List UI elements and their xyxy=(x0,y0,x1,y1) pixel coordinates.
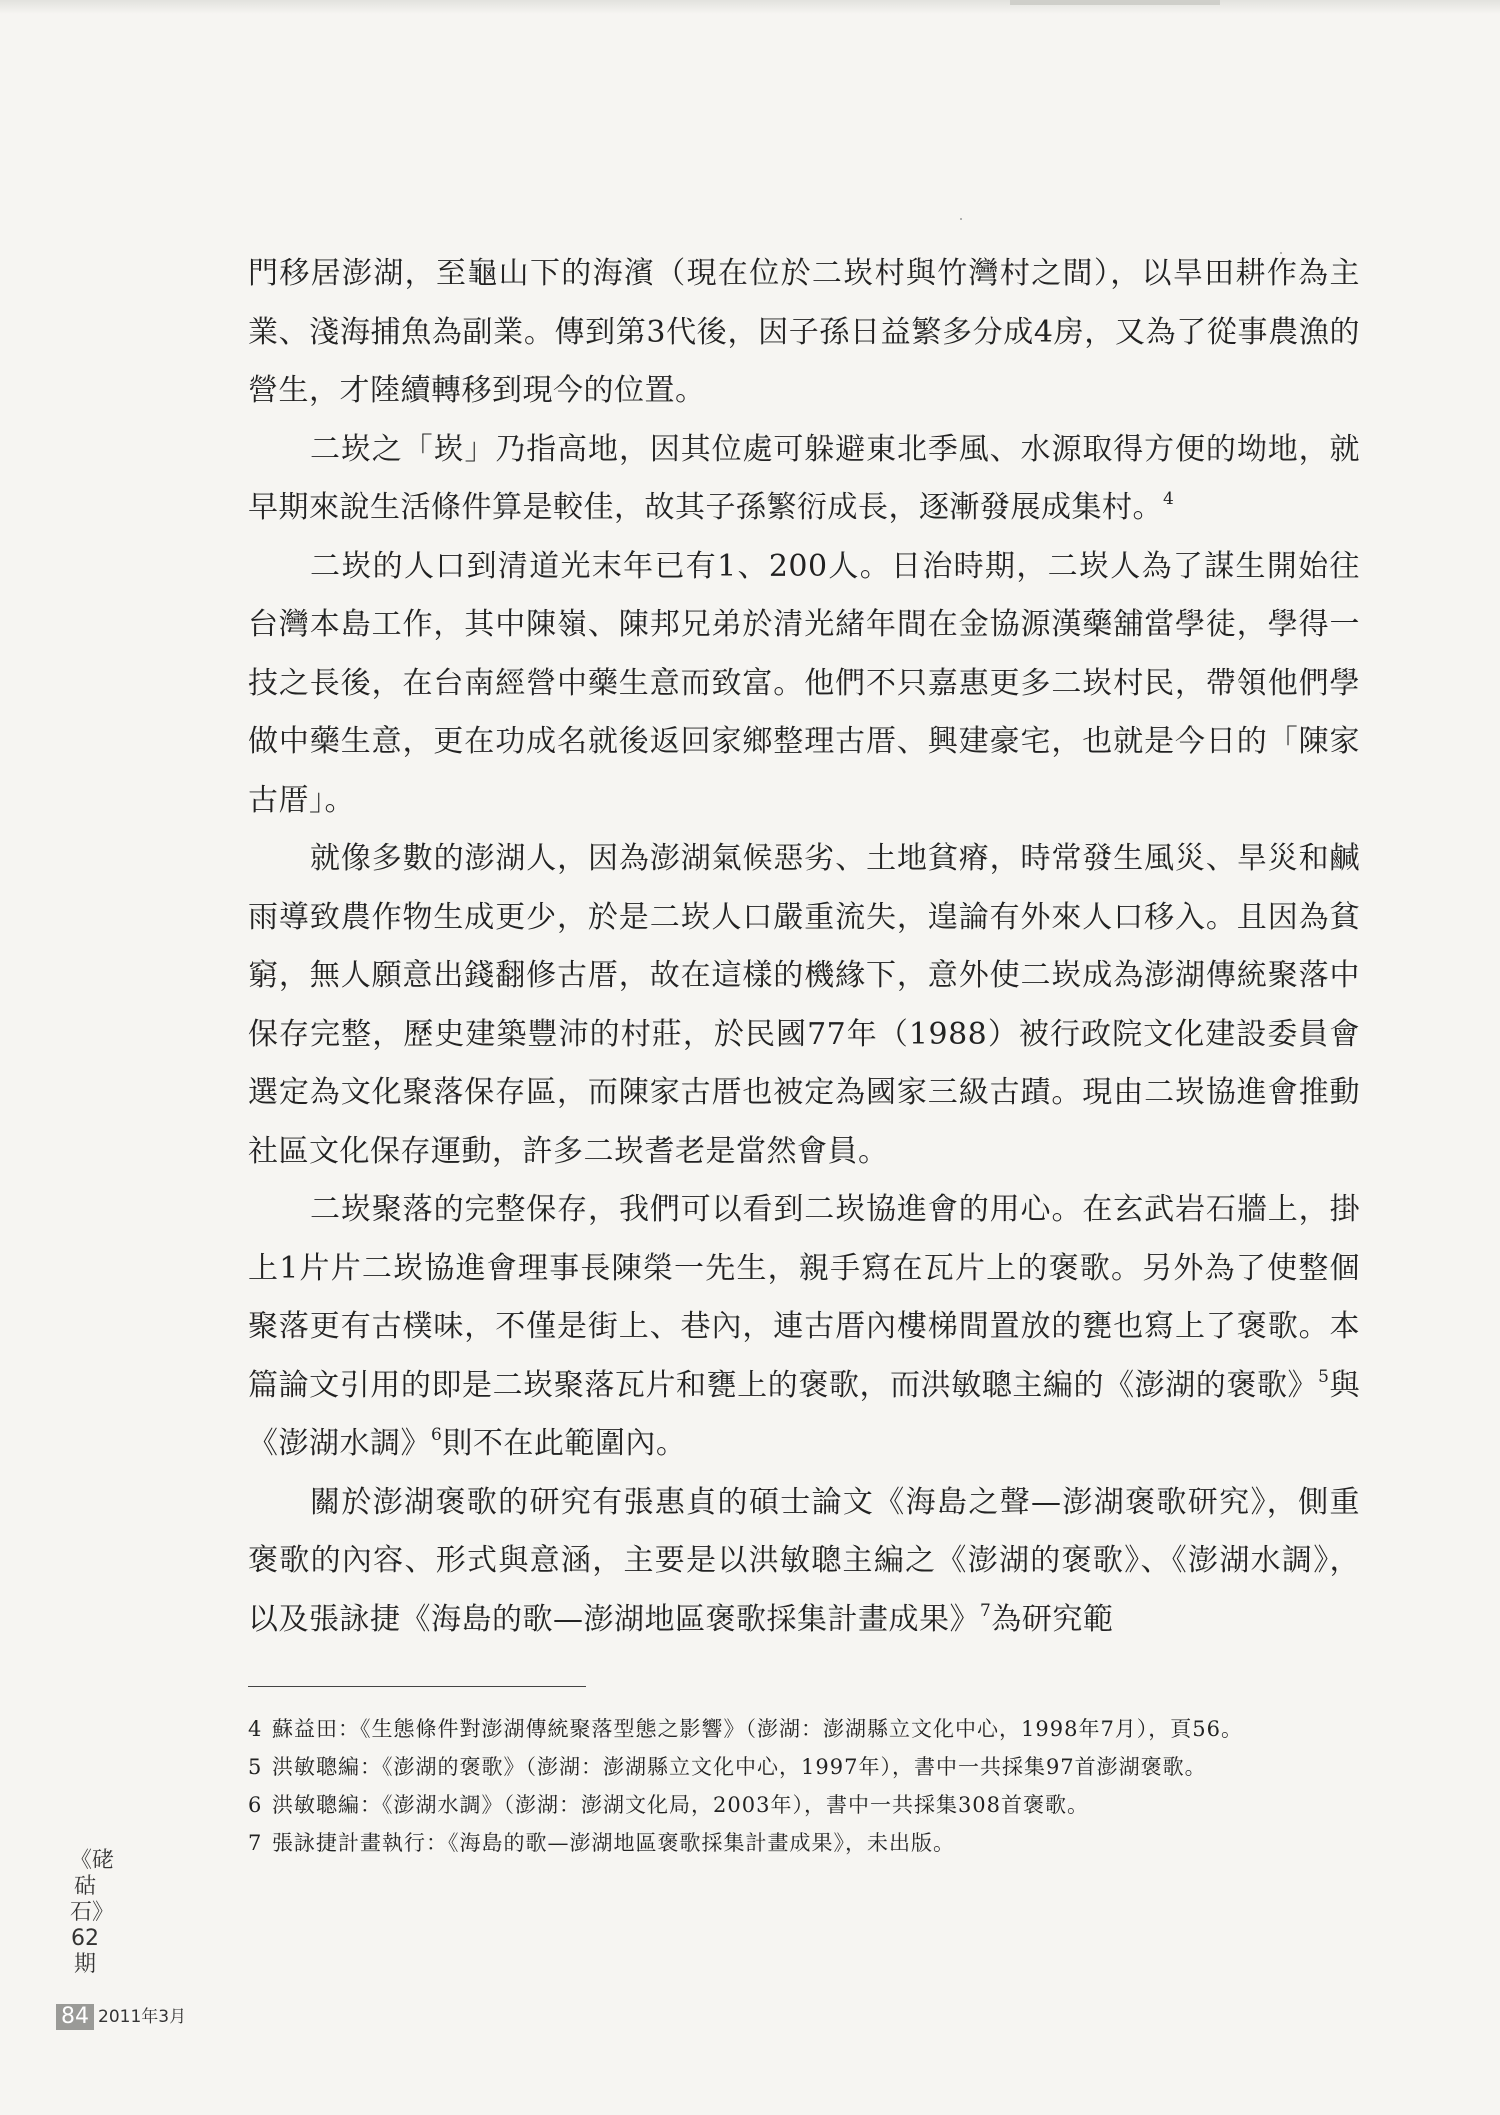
page-number: 84 xyxy=(56,2004,94,2030)
footnote-number: 7 xyxy=(248,1831,263,1855)
paragraph-text: 二崁的人口到清道光末年已有1、200人。日治時期，二崁人為了謀生開始往台灣本島工作，其中陳嶺、陳邦兄弟於清光緒年間在金協源漢藥舖當學徒，學得一技之長後，在台南經營中藥生意而致富。他們不只嘉惠更多二崁村民，帶領他們學做中藥生意，更在功成名就後返回家鄉整理古厝、興建豪宅，也就是今日的「陳家古厝」。 xyxy=(248,548,1360,818)
footnote-text: 洪敏聰編：《澎湖的褒歌》（澎湖：澎湖縣立文化中心，1997年），書中一共採集97首澎湖褒歌。 xyxy=(272,1755,1207,1779)
footnote-item xyxy=(248,1826,1360,1860)
scan-speck xyxy=(960,218,962,220)
paragraph xyxy=(248,538,1360,831)
footnote-text: 張詠捷計畫執行：《海島的歌—澎湖地區褒歌採集計畫成果》，未出版。 xyxy=(272,1831,955,1855)
footnote-divider xyxy=(248,1686,586,1687)
footnote-number: 6 xyxy=(248,1793,263,1817)
footnote-number: 5 xyxy=(248,1755,263,1779)
scan-bleed-mark xyxy=(1010,0,1220,5)
paragraph-text: 就像多數的澎湖人，因為澎湖氣候惡劣、土地貧瘠，時常發生風災、旱災和鹹雨導致農作物生成更少，於是二崁人口嚴重流失，遑論有外來人口移入。且因為貧窮，無人願意出錢翻修古厝，故在這樣的機緣下，意外使二崁成為澎湖傳統聚落中保存完整，歷史建築豐沛的村莊，於民國77年（1988）被行政院文化建設委員會選定為文化聚落保存區，而陳家古厝也被定為國家三級古蹟。現由二崁協進會推動社區文化保存運動，許多二崁耆老是當然會員。 xyxy=(248,841,1360,1169)
footnote-item xyxy=(248,1750,1360,1784)
main-text xyxy=(248,245,1360,1649)
footnote-text: 洪敏聰編：《澎湖水調》（澎湖：澎湖文化局，2003年），書中一共採集308首褒歌。 xyxy=(272,1793,1090,1817)
paragraph xyxy=(248,245,1360,421)
footnote-text: 蘇益田：《生態條件對澎湖傳統聚落型態之影響》（澎湖：澎湖縣立文化中心，1998年7月），頁56。 xyxy=(272,1717,1244,1741)
paragraph-text: 為研究範 xyxy=(991,1601,1114,1637)
footnote-ref: 5 xyxy=(1318,1366,1330,1387)
footnote-number: 4 xyxy=(248,1717,263,1741)
scan-speck xyxy=(1280,252,1282,254)
footnote-item xyxy=(248,1788,1360,1822)
paragraph-text: 與《澎湖水調》 xyxy=(248,1367,1361,1461)
footnote-ref: 6 xyxy=(431,1425,443,1445)
issue-date: 2011年3月 xyxy=(98,2007,187,2027)
footnote-ref: 4 xyxy=(1163,489,1175,509)
paragraph xyxy=(248,1474,1360,1650)
paragraph xyxy=(248,1181,1360,1474)
paragraph-text: 二崁之「崁」乃指高地，因其位處可躲避東北季風、水源取得方便的坳地，就早期來說生活條件算是較佳，故其子孫繁衍成長，逐漸發展成集村。 xyxy=(248,431,1360,525)
footnotes xyxy=(248,1712,1360,1864)
paragraph xyxy=(248,830,1360,1181)
paragraph-text: 則不在此範圍內。 xyxy=(442,1426,687,1461)
scan-top-edge xyxy=(0,0,1500,14)
paragraph-text: 門移居澎湖，至龜山下的海濱（現在位於二崁村與竹灣村之間），以旱田耕作為主業、淺海捕魚為副業。傳到第3代後，因子孫日益繁多分成4房，又為了從事農漁的營生，才陸續轉移到現今的位置。 xyxy=(248,256,1360,408)
paragraph-text: 關於澎湖褒歌的研究有張惠貞的碩士論文《海島之聲—澎湖褒歌研究》，側重褒歌的內容、形式與意涵，主要是以洪敏聰主編之《澎湖的褒歌》、《澎湖水調》，以及張詠捷《海島的歌—澎湖地區褒歌採集計畫成果》 xyxy=(248,1484,1360,1637)
paragraph xyxy=(248,421,1360,538)
footnote-item xyxy=(248,1712,1360,1746)
paragraph-text: 二崁聚落的完整保存，我們可以看到二崁協進會的用心。在玄武岩石牆上，掛上1片片二崁協進會理事長陳榮一先生，親手寫在瓦片上的褒歌。另外為了使整個聚落更有古樸味，不僅是街上、巷內，連古厝內樓梯間置放的甕也寫上了褒歌。本篇論文引用的即是二崁聚落瓦片和甕上的褒歌，而洪敏聰主編的《澎湖的褒歌》 xyxy=(248,1192,1360,1403)
journal-title: 《硓𥑮石》62期 xyxy=(70,1848,115,1977)
footnote-ref: 7 xyxy=(980,1600,992,1621)
